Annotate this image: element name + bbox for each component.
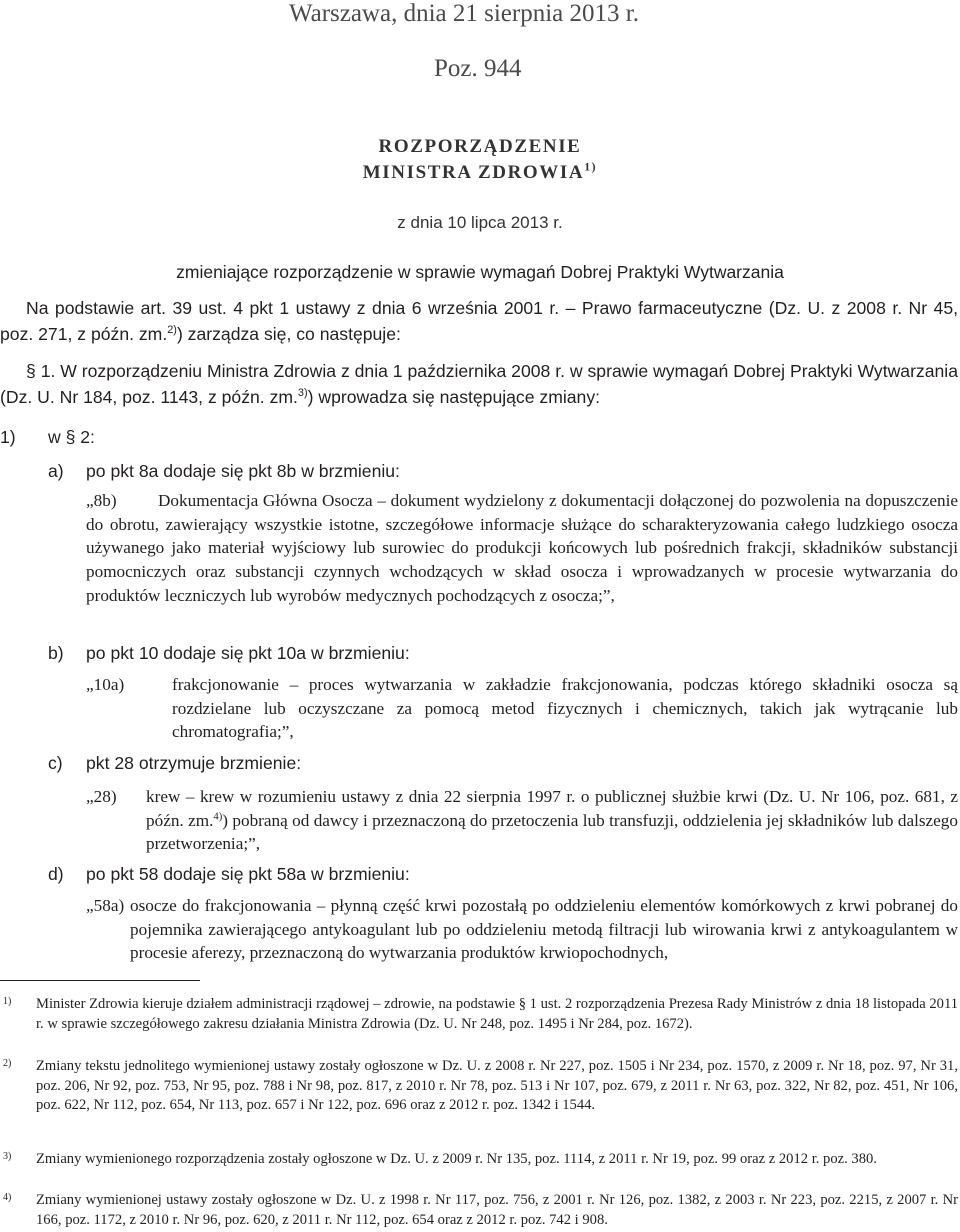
- section-1: § 1. W rozporządzeniu Ministra Zdrowia z dnia 1 października 2008 r. w sprawie wymagań Dobrej Praktyki Wytwarzania (Dz. U. Nr 184, poz. 1143, z późn. zm.$^{3)}$) wprowadza się następujące zmiany:: [0, 361, 958, 407]
- footnote-1-mark: 1): [3, 996, 12, 1007]
- footnote-2-mark: 2): [3, 1058, 12, 1069]
- subpoint-c-quote-label: „28): [86, 787, 117, 806]
- subpoint-a-letter: a): [48, 461, 64, 481]
- subpoint-c-letter: c): [48, 753, 63, 773]
- footnote-3-mark: 3): [3, 1151, 12, 1162]
- act-type: ROZPORZĄDZENIE: [378, 136, 582, 157]
- subpoint-a-intro: po pkt 8a dodaje się pkt 8b w brzmieniu:: [86, 461, 400, 481]
- point-1-text: w § 2:: [48, 427, 95, 447]
- subpoint-c-quote-text: krew – krew w rozumieniu ustawy z dnia 22 sierpnia 1997 r. o publicznej służbie krwi (Dz. U. Nr 106, poz. 681, z późn. zm.$^{4)}$) pobraną od dawcy i przeznaczoną do przetoczenia lub transfuzji, oddzielenia jej składników lub dalszego przetworzenia;”,: [146, 787, 958, 854]
- position-number: Poz. 944: [434, 55, 522, 82]
- subpoint-c-intro: pkt 28 otrzymuje brzmienie:: [86, 753, 302, 773]
- subpoint-a-quote-text: Dokumentacja Główna Osocza – dokument wydzielony z dokumentacji dołączonej do pozwolenia na dopuszczenie do obrotu, zawierający wszystkie istotne, szczegółowe informacje służące do scharakteryzowania całego ludzkiego osocza używanego jako materiał wyjściowy lub surowiec do produkcji końcowych lub pośrednich frakcji, składników substancji pomocniczych oraz substancji czynnych wchodzących w skład osocza i wprowadzanych w procesie wytwarzania do produktów leczniczych lub wyrobów medycznych pochodzących z osocza;”,: [86, 491, 958, 605]
- act-issuer: [0, 162, 960, 184]
- footnote-1-text: Minister Zdrowia kieruje działem administracji rządowej – zdrowie, na podstawie § 1 ust. 2 rozporządzenia Prezesa Rady Ministrów z dnia 18 listopada 2011 r. w sprawie szczegółowego zakresu działania Ministra Zdrowia (Dz. U. Nr 248, poz. 1495 i Nr 284, poz. 1672).: [36, 996, 958, 1032]
- subpoint-d-quote-label: „58a): [86, 896, 125, 915]
- place-date-header: Warszawa, dnia 21 sierpnia 2013 r.: [289, 0, 639, 27]
- subpoint-b-quote-text: frakcjonowanie – proces wytwarzania w zakładzie frakcjonowania, podczas którego składniki osocza są rozdzielane lub oczyszczane za pomocą metod fizycznych i chemicznych, takich jak wytrącanie lub chromatografia;”,: [172, 675, 958, 742]
- subpoint-d-letter: d): [48, 864, 64, 884]
- subpoint-d-intro: po pkt 58 dodaje się pkt 58a w brzmieniu:: [86, 864, 410, 884]
- footnote-separator: [0, 980, 200, 981]
- footnote-ref-4: 4): [213, 810, 223, 822]
- footnote-2-text: Zmiany tekstu jednolitego wymienionej ustawy zostały ogłoszone w Dz. U. z 2008 r. Nr 227, poz. 1505 i Nr 234, poz. 1570, z 2009 r. Nr 18, poz. 97, Nr 31, poz. 206, Nr 92, poz. 753, Nr 95, poz. 788 i Nr 98, poz. 817, z 2010 r. Nr 78, poz. 513 i Nr 107, poz. 679, z 2011 r. Nr 63, poz. 322, Nr 82, poz. 451, Nr 106, poz. 622, Nr 112, poz. 654, Nr 113, poz. 657 i Nr 122, poz. 696 oraz z 2012 r. poz. 1342 i 1544.: [36, 1058, 958, 1114]
- footnote-4-mark: 4): [3, 1192, 12, 1203]
- subpoint-d-quote-text: osocze do frakcjonowania – płynną część krwi pozostałą po oddzieleniu elementów komórkowych z krwi pobranej do pojemnika zawierającego antykoagulant lub po oddzieleniu metodą filtracji lub wirowania krwi z antykoagulantem w procesie aferezy, przeznaczoną do wytwarzania produktów krwiopochodnych,: [130, 896, 958, 963]
- subpoint-b-letter: b): [48, 643, 64, 663]
- footnote-ref-2: 2): [167, 324, 177, 337]
- footnote-ref-1: 1): [584, 160, 598, 174]
- subpoint-b-intro: po pkt 10 dodaje się pkt 10a w brzmieniu:: [86, 643, 410, 663]
- footnote-3-text: Zmiany wymienionego rozporządzenia zostały ogłoszone w Dz. U. z 2009 r. Nr 135, poz. 1114, z 2011 r. Nr 19, poz. 99 oraz z 2012 r. poz. 380.: [36, 1151, 877, 1167]
- subpoint-a-quote-label: „8b): [86, 491, 117, 510]
- act-date: z dnia 10 lipca 2013 r.: [397, 213, 563, 232]
- preamble: Na podstawie art. 39 ust. 4 pkt 1 ustawy z dnia 6 września 2001 r. – Prawo farmaceutyczne (Dz. U. z 2008 r. Nr 45, poz. 271, z późn. zm.$^{2)}$) zarządza się, co następuje:: [0, 298, 958, 344]
- point-1-number: 1): [0, 427, 16, 447]
- subpoint-b-quote-label: „10a): [86, 675, 125, 694]
- act-subject: zmieniające rozporządzenie w sprawie wymagań Dobrej Praktyki Wytwarzania: [176, 262, 784, 282]
- footnote-ref-3: 3): [297, 387, 308, 400]
- issuer-name: MINISTRA ZDROWIA: [362, 162, 585, 183]
- footnote-4-text: Zmiany wymienionej ustawy zostały ogłoszone w Dz. U. z 1998 r. Nr 117, poz. 756, z 2001 r. Nr 126, poz. 1382, z 2003 r. Nr 223, poz. 2215, z 2007 r. Nr 166, poz. 1172, z 2010 r. Nr 96, poz. 620, z 2011 r. Nr 112, poz. 654 oraz z 2012 r. poz. 742 i 908.: [36, 1192, 958, 1228]
